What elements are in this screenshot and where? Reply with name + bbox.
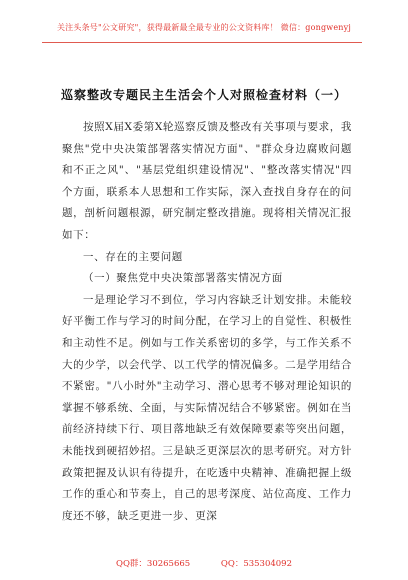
document-body bbox=[62, 117, 352, 527]
footer bbox=[0, 557, 408, 569]
header-banner: 关注头条号"公文研究"，获得最新最全最专业的公文资料库！ 微信：gongwenyj bbox=[56, 23, 352, 32]
footer-qq-group: QQ群：30265665 bbox=[115, 559, 191, 569]
intro-paragraph: 按照X届X委第X轮巡察反馈及整改有关事项与要求，我聚焦"党中央决策部署落实情况方面"、"群众身边腐败问题和不正之风"、"基层党组织建设情况"、"整改落实情况"四个方面，联系本人思想和工作实际，深入查找自身存在的问题，剖析问题根源，研究制定整改措施。现将相关情况汇报如下： bbox=[62, 121, 352, 241]
document-title: 巡察整改专题民主生活会个人对照检查材料（一） bbox=[60, 88, 347, 102]
footer-qq: QQ：535304092 bbox=[220, 559, 292, 569]
section-heading: 一、存在的主要问题 bbox=[83, 250, 183, 263]
subsection-heading: （一）聚焦党中央决策部署落实情况方面 bbox=[83, 272, 283, 285]
body-paragraph: 一是理论学习不到位，学习内容缺乏计划安排。未能较好平衡工作与学习的时间分配，在学习上的自觉性、积极性和主动性不足。例如与工作关系密切的多学，与工作关系不大的少学，以会代学、以工代学的情况偏多。二是学用结合不紧密。"八小时外"主动学习、潜心思考不够对理论知识的掌握不够系统、全面，与实际情况结合不够紧密。例如在当前经济持续下行、项目落地缺乏有效保障要素等突出问题，未能找到硬招妙招。三是缺乏更深层次的思考研究。对方针政策把握及认识有待提升，在吃透中央精神、准确把握上级工作的重心和节奏上，自己的思考深度、站位高度、工作力度还不够，缺乏更进一步、更深 bbox=[62, 293, 352, 522]
header-divider bbox=[42, 42, 362, 43]
